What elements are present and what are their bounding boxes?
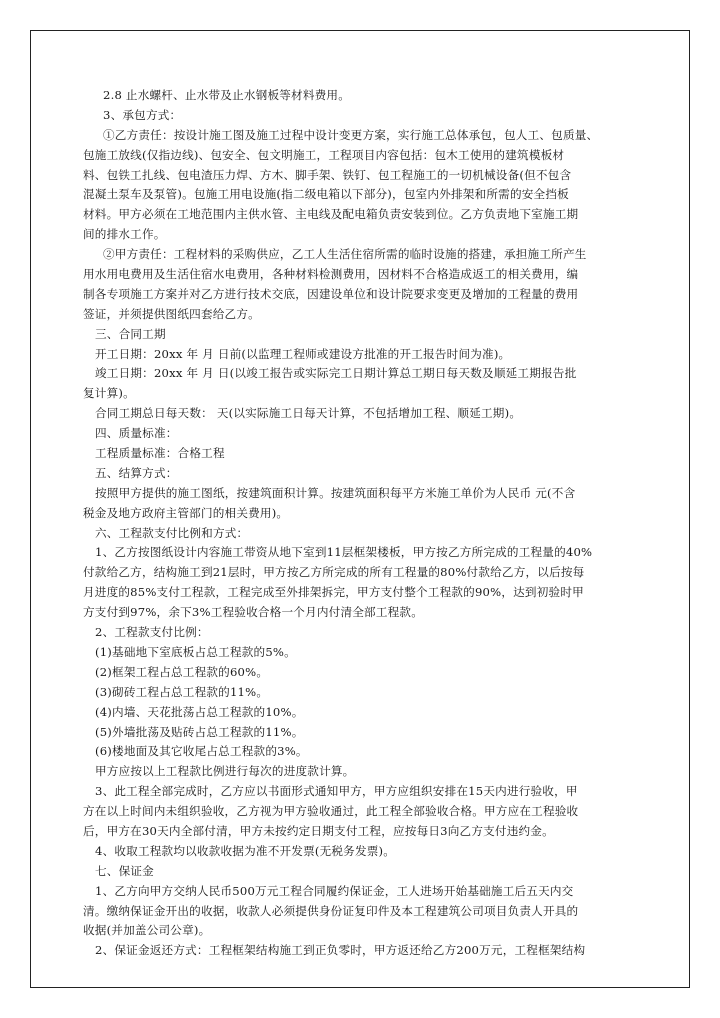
text-line: 方在以上时间内未组织验收，乙方视为甲方验收通过，此工程全部验收合格。甲方应在工程验收 (83, 804, 579, 819)
text-line: 包施工放线(仅指边线)、包安全、包文明施工，工程项目内容包括：包木工使用的建筑模板材 (83, 147, 565, 162)
text-line: 五、结算方式： (95, 465, 178, 480)
text-line: 用水用电费用及生活住宿水电费用，各种材料检测费用，因材料不合格造成返工的相关费用，编 (83, 267, 579, 282)
text-line: 材料。甲方必须在工地范围内主供水管、主电线及配电箱负责安装到位。乙方负责地下室施工期 (83, 207, 579, 222)
text-line: 复计算)。 (83, 386, 135, 401)
text-line: 2、工程款支付比例： (95, 625, 209, 640)
text-line: (2)框架工程占总工程款的60%。 (95, 664, 269, 679)
document-body (83, 86, 615, 961)
text-line: 3、此工程全部完成时，乙方应以书面形式通知甲方，甲方应组织安排在15天内进行验收，甲 (95, 784, 578, 799)
text-line: 方支付到97%，余下3%工程验收合格一个月内付清全部工程款。 (83, 605, 424, 620)
text-line: 税金及地方政府主管部门的相关费用)。 (83, 505, 289, 520)
text-line: 三、合同工期 (95, 326, 166, 341)
text-line: (4)内墙、天花批荡占总工程款的10%。 (95, 704, 304, 719)
text-line: 竣工日期：20xx 年 月 日(以竣工报告或实际完工日期计算总工期日每天数及顺延工期报告批 (95, 366, 577, 381)
text-line: 后，甲方在30天内全部付清，甲方未按约定日期支付工程，应按每日3向乙方支付违约金。 (83, 823, 554, 838)
text-line: 甲方应按以上工程款比例进行每次的进度款计算。 (95, 764, 355, 779)
text-line: 混凝土泵车及泵管)。包施工用电设施(指二级电箱以下部分)，包室内外排架和所需的安全挡板 (83, 187, 569, 202)
text-line: 合同工期总日每天数： 天(以实际施工日每天计算，不包括增加工程、顺延工期)。 (95, 406, 522, 421)
text-line: 2、保证金返还方式：工程框架结构施工到正负零时，甲方返还给乙方200万元，工程框架结构 (95, 943, 586, 958)
text-line: 1、乙方按图纸设计内容施工带资从地下室到11层框架楼板，甲方按乙方所完成的工程量的40% (95, 545, 593, 560)
text-line: ②甲方责任：工程材料的采购供应，乙工人生活住宿所需的临时设施的搭建，承担施工所产生 (103, 247, 587, 262)
text-line: 料、包铁工扎线、包电渣压力焊、方木、脚手架、铁钉、包工程施工的一切机械设备(但不包含 (83, 167, 572, 182)
text-line: ①乙方责任：按设计施工图及施工过程中设计变更方案，实行施工总体承包，包人工、包质量、 (103, 127, 599, 142)
text-line: 六、工程款支付比例和方式： (95, 525, 249, 540)
text-line: 七、保证金 (95, 863, 154, 878)
text-line: 2.8 止水螺杆、止水带及止水钢板等材料费用。 (103, 88, 351, 102)
text-line: 开工日期：20xx 年 月 日前(以监理工程师或建设方批准的开工报告时间为准)。 (95, 346, 511, 361)
text-line: (1)基础地下室底板占总工程款的5%。 (95, 644, 296, 659)
text-line: 四、质量标准： (95, 426, 178, 441)
text-line: (5)外墙批荡及贴砖占总工程款的11%。 (95, 724, 304, 739)
text-line: 付款给乙方，结构施工到21层时，甲方按乙方所完成的所有工程量的80%付款给乙方，以后按每 (83, 565, 585, 580)
text-line: 1、乙方向甲方交纳人民币500万元工程合同履约保证金，工人进场开始基础施工后五天内交 (95, 883, 574, 898)
text-line: 4、收取工程款均以收款收据为准不开发票(无税务发票)。 (95, 843, 396, 858)
text-line: 月进度的85%支付工程款，工程完成至外排架拆完，甲方支付整个工程款的90%，达到初验时甲 (83, 585, 584, 600)
text-line: 收据(并加盖公司公章)。 (83, 923, 211, 938)
text-line: 间的排水工作。 (83, 227, 166, 242)
text-line: 3、承包方式： (103, 107, 182, 122)
text-line: (3)砌砖工程占总工程款的11%。 (95, 684, 269, 699)
text-line: (6)楼地面及其它收尾占总工程款的3%。 (95, 744, 308, 759)
text-line: 签证，并须提供图纸四套给乙方。 (83, 306, 260, 321)
text-line: 工程质量标准：合格工程 (95, 446, 225, 461)
text-line: 制各专项施工方案并对乙方进行技术交底，因建设单位和设计院要求变更及增加的工程量的费用 (83, 286, 579, 301)
text-line: 清。缴纳保证金开出的收据，收款人必须提供身份证复印件及本工程建筑公司项目负责人开具的 (83, 903, 579, 918)
text-line: 按照甲方提供的施工图纸，按建筑面积计算。按建筑面积每平方米施工单价为人民币 元(不含 (95, 485, 576, 500)
